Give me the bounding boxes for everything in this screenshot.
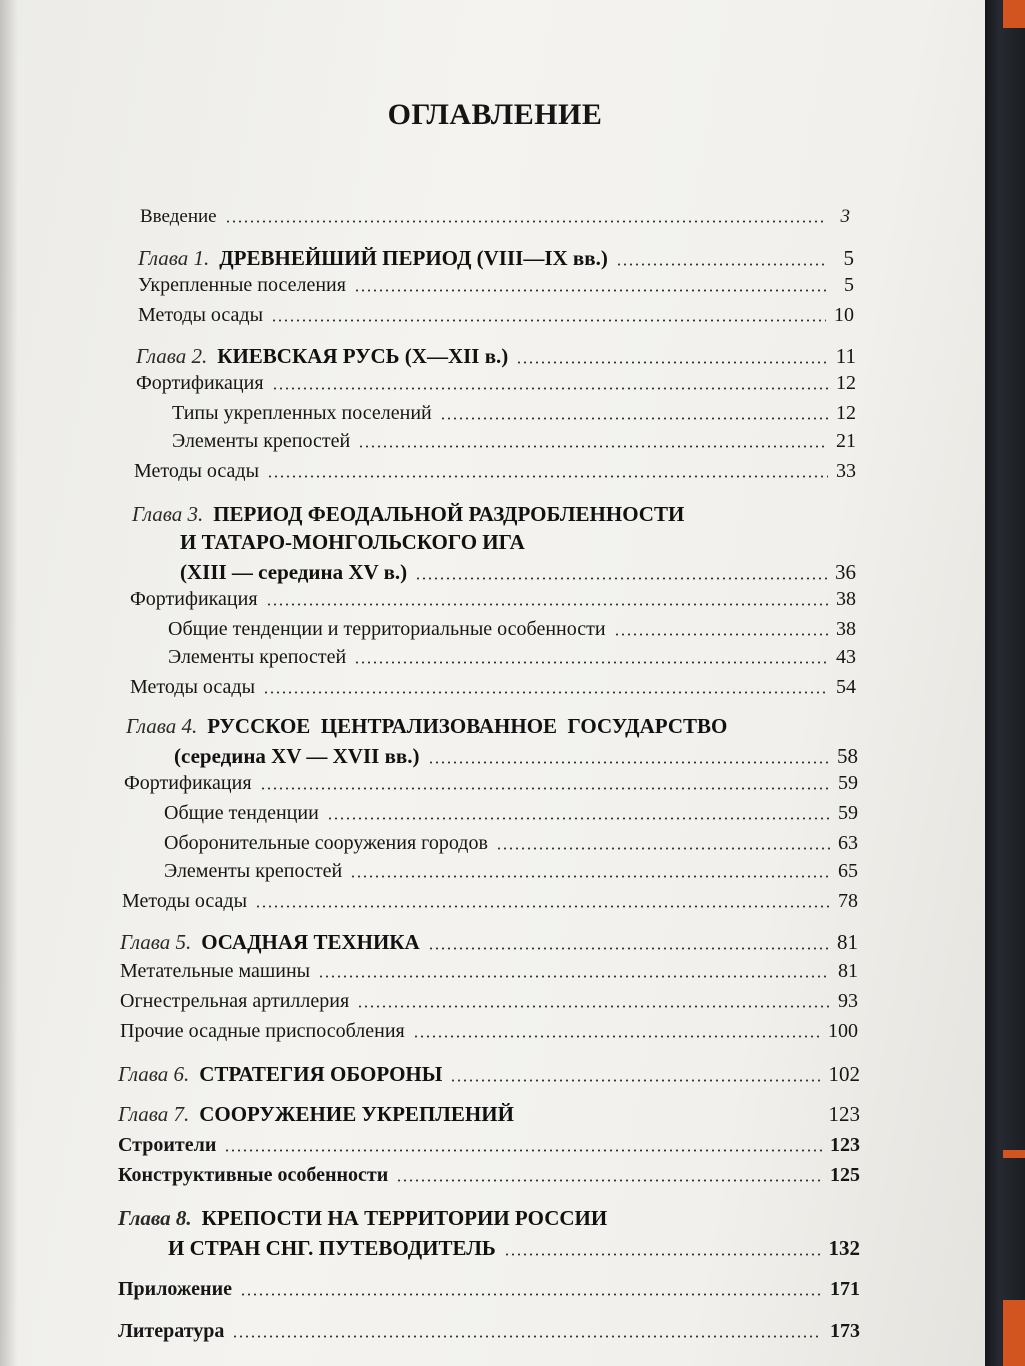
dot-leader <box>440 417 828 420</box>
toc-chapter-2 <box>136 344 856 369</box>
dot-leader <box>225 220 824 223</box>
toc-entry-label: Оборонительные сооружения городов <box>164 832 488 854</box>
toc-entry-ch5-s1 <box>120 960 858 983</box>
toc-entry-page: 123 <box>828 1102 860 1126</box>
toc-entry-ch2-s1 <box>136 372 856 395</box>
toc-entry-ch4-s1c <box>164 860 858 883</box>
toc-entry-label: Огнестрельная артиллерия <box>120 990 350 1012</box>
chapter-title-line2: И СТРАН СНГ. ПУТЕВОДИТЕЛЬ <box>168 1236 496 1260</box>
toc-entry-literature <box>118 1320 860 1343</box>
toc-entry-ch7-s2 <box>118 1164 860 1187</box>
toc-entry-ch2-s1b <box>172 430 856 453</box>
toc-entry-ch4-s1a <box>164 802 858 825</box>
toc-entry-ch3-s1b <box>168 646 856 669</box>
toc-entry-label: Введение <box>140 206 217 227</box>
chapter-title-line2: И ТАТАРО-МОНГОЛЬСКОГО ИГА <box>180 530 525 554</box>
toc-chapter-8-line1 <box>118 1206 607 1231</box>
dot-leader <box>616 263 828 266</box>
page-gutter-shadow <box>0 0 18 1366</box>
toc-entry-page: 123 <box>830 1134 860 1156</box>
dot-leader <box>272 387 828 390</box>
toc-entry-label: Метательные машины <box>120 960 311 982</box>
dot-leader <box>240 1293 822 1296</box>
toc-entry-ch3-s1 <box>130 588 856 611</box>
dot-leader <box>263 691 828 694</box>
toc-entry-page: 12 <box>836 402 856 424</box>
toc-entry-ch5-s3 <box>120 1020 858 1043</box>
chapter-title-line2: (середина XV — XVII вв.) <box>174 744 420 768</box>
dot-leader <box>318 975 830 978</box>
toc-chapter-3-line2 <box>180 530 525 555</box>
dot-leader <box>224 1149 822 1152</box>
toc-entry-page: 132 <box>828 1236 860 1260</box>
toc-entry-label: Фортификация <box>136 372 264 394</box>
toc-entry-label: Общие тенденции и территориальные особенности <box>168 618 606 640</box>
toc-entry-label: Элементы крепостей <box>168 646 347 668</box>
toc-entry-page: 11 <box>835 344 856 368</box>
chapter-title: КИЕВСКАЯ РУСЬ (X—XII в.) <box>217 344 509 368</box>
toc-entry-appendix <box>118 1278 860 1301</box>
dot-leader <box>614 633 828 636</box>
toc-entry-ch5-s2 <box>120 990 858 1013</box>
dot-leader <box>232 1335 822 1338</box>
toc-entry-page: 81 <box>838 960 858 982</box>
toc-heading: ОГЛАВЛЕНИЕ <box>387 98 603 131</box>
toc-entry-page: 59 <box>838 802 858 824</box>
toc-entry-page: 78 <box>838 890 858 912</box>
toc-entry-ch1-s1 <box>138 274 854 297</box>
toc-entry-label: Методы осады <box>134 460 260 482</box>
spine-stripe <box>1003 0 1025 28</box>
toc-entry-page: 38 <box>836 618 856 640</box>
toc-entry-page: 58 <box>837 744 858 768</box>
chapter-number: Глава 4. <box>126 714 198 738</box>
dot-leader <box>255 905 830 908</box>
toc-entry-label: Общие тенденции <box>164 802 319 824</box>
toc-entry-page: 5 <box>844 274 854 296</box>
chapter-title: ДРЕВНЕЙШИЙ ПЕРИОД (VIII—IX вв.) <box>219 246 608 270</box>
toc-entry-page: 65 <box>838 860 858 882</box>
toc-entry-page: 100 <box>828 1020 858 1042</box>
toc-chapter-8 <box>168 1236 860 1261</box>
toc-entry-ch3-s2 <box>130 676 856 699</box>
toc-entry-label: Конструктивные особенности <box>118 1164 389 1186</box>
toc-entry-page: 21 <box>836 430 856 452</box>
dot-leader <box>516 361 827 364</box>
toc-entry-page: 173 <box>830 1320 860 1342</box>
chapter-number: Глава 6. <box>118 1062 190 1086</box>
dot-leader <box>504 1253 821 1256</box>
chapter-title-line1: ПЕРИОД ФЕОДАЛЬНОЙ РАЗДРОБЛЕННОСТИ <box>213 502 685 526</box>
dot-leader <box>428 947 829 950</box>
dot-leader <box>396 1179 822 1182</box>
dot-leader <box>271 319 826 322</box>
toc-entry-page: 63 <box>838 832 858 854</box>
toc-entry-page: 54 <box>836 676 856 698</box>
toc-entry-page: 59 <box>838 772 858 794</box>
toc-entry-ch1-s2 <box>138 304 854 327</box>
chapter-title-line3: (XIII — середина XV в.) <box>180 560 408 584</box>
dot-leader <box>354 289 828 292</box>
toc-entry-ch4-s1b <box>164 832 858 855</box>
chapter-number: Глава 7. <box>118 1102 190 1126</box>
toc-entry-page: 102 <box>828 1062 860 1086</box>
dot-leader <box>267 475 828 478</box>
chapter-title: ОСАДНАЯ ТЕХНИКА <box>201 930 420 954</box>
toc-chapter-5 <box>120 930 858 955</box>
dot-leader <box>415 577 827 580</box>
chapter-number: Глава 5. <box>120 930 192 954</box>
toc-entry-page: 3 <box>840 206 850 227</box>
chapter-number: Глава 3. <box>132 502 204 526</box>
toc-entry-label: Литература <box>118 1320 225 1342</box>
toc-chapter-6 <box>118 1062 860 1087</box>
toc-entry-ch2-s2 <box>134 460 856 483</box>
toc-entry-page: 33 <box>836 460 856 482</box>
toc-chapter-4-line1 <box>126 714 727 739</box>
chapter-title-line1: РУССКОЕ ЦЕНТРАЛИЗОВАННОЕ ГОСУДАРСТВО <box>207 714 728 738</box>
toc-entry-page: 93 <box>838 990 858 1012</box>
toc-chapter-4 <box>174 744 858 769</box>
dot-leader <box>496 847 830 850</box>
dot-leader <box>260 787 830 790</box>
dot-leader <box>357 1005 830 1008</box>
dot-leader <box>327 817 830 820</box>
toc-entry-label: Методы осады <box>122 890 248 912</box>
toc-entry-page: 38 <box>836 588 856 610</box>
toc-entry-ch4-s2 <box>122 890 858 913</box>
toc-entry-label: Элементы крепостей <box>172 430 351 452</box>
toc-entry-page: 171 <box>830 1278 860 1300</box>
dot-leader <box>413 1035 820 1038</box>
toc-entry-page: 81 <box>837 930 858 954</box>
toc-entry-label: Фортификация <box>124 772 252 794</box>
toc-entry-label: Приложение <box>118 1278 232 1300</box>
toc-entry-page: 10 <box>834 304 854 326</box>
toc-entry-label: Укрепленные поселения <box>138 274 346 296</box>
toc-entry-intro <box>140 206 850 228</box>
toc-entry-page: 43 <box>836 646 856 668</box>
dot-leader <box>354 661 828 664</box>
chapter-number: Глава 8. <box>118 1206 192 1230</box>
dot-leader <box>450 1079 820 1082</box>
toc-entry-label: Строители <box>118 1134 217 1156</box>
toc-entry-ch2-s1a <box>172 402 856 425</box>
toc-entry-page: 125 <box>830 1164 860 1186</box>
chapter-number: Глава 2. <box>136 344 208 368</box>
toc-entry-label: Элементы крепостей <box>164 860 343 882</box>
toc-entry-page: 36 <box>835 560 856 584</box>
chapter-number: Глава 1. <box>138 246 210 270</box>
toc-entry-label: Типы укрепленных поселений <box>172 402 432 424</box>
chapter-title: СООРУЖЕНИЕ УКРЕПЛЕНИЙ <box>199 1102 514 1126</box>
toc-entry-label: Фортификация <box>130 588 258 610</box>
toc-chapter-1 <box>138 246 854 271</box>
dot-leader <box>266 603 828 606</box>
spine-stripe <box>1003 1150 1025 1158</box>
toc-entry-label: Методы осады <box>138 304 264 326</box>
toc-entry-ch7-s1 <box>118 1134 860 1157</box>
toc-chapter-3-line1 <box>132 502 684 527</box>
chapter-title-line1: КРЕПОСТИ НА ТЕРРИТОРИИ РОССИИ <box>201 1206 608 1230</box>
toc-entry-ch3-s1a <box>168 618 856 641</box>
toc-entry-label: Прочие осадные приспособления <box>120 1020 405 1042</box>
toc-chapter-7 <box>118 1102 860 1127</box>
dot-leader <box>358 445 828 448</box>
book-cover-edge <box>985 0 1025 1366</box>
dot-leader <box>428 761 830 764</box>
toc-entry-page: 12 <box>836 372 856 394</box>
chapter-title: СТРАТЕГИЯ ОБОРОНЫ <box>199 1062 443 1086</box>
toc-entry-page: 5 <box>843 246 854 270</box>
toc-chapter-3 <box>180 560 856 585</box>
toc-entry-ch4-s1 <box>124 772 858 795</box>
spine-stripe <box>1003 1300 1025 1366</box>
toc-entry-label: Методы осады <box>130 676 256 698</box>
dot-leader <box>350 875 830 878</box>
